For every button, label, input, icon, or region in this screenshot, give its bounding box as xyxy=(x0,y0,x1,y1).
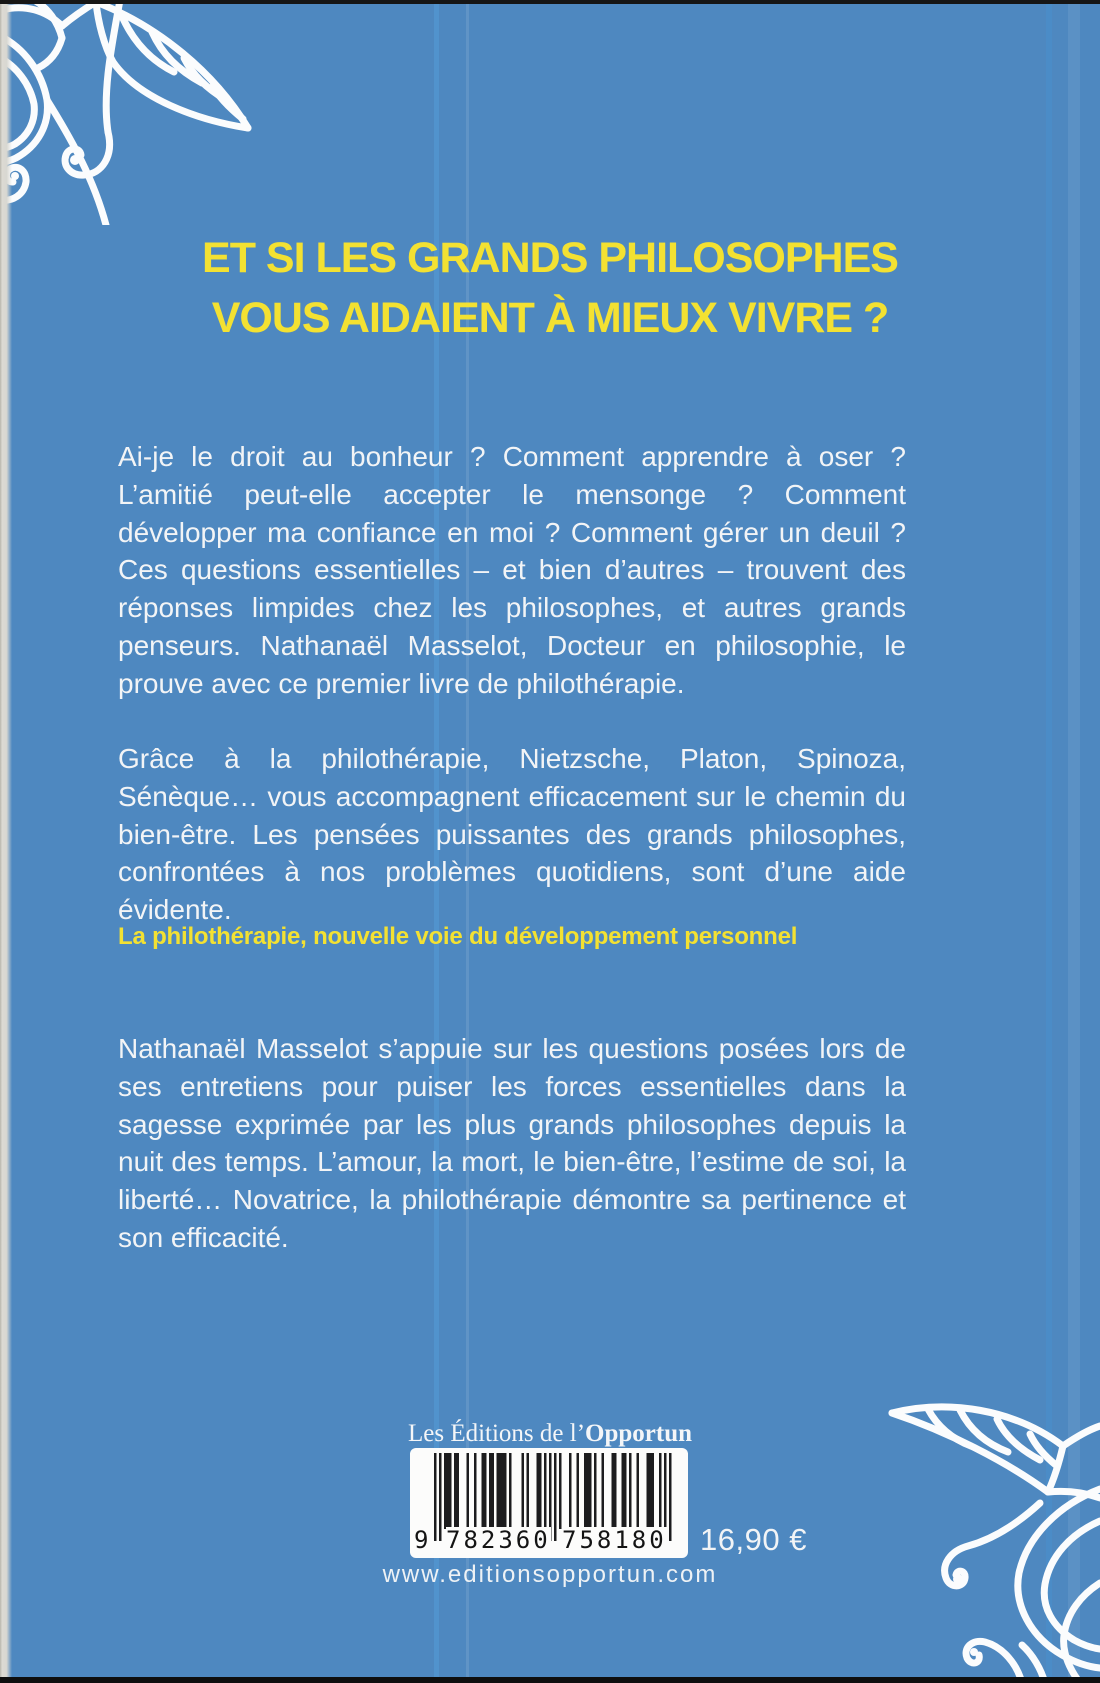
headline xyxy=(0,228,1100,348)
price: 16,90 € xyxy=(700,1522,807,1557)
barcode xyxy=(410,1448,688,1558)
scan-edge-top xyxy=(0,0,1100,4)
intro-paragraph: Ai-je le droit au bonheur ? Comment apprendre à oser ? L’amitié peut-elle accepter le mensonge ? Comment développer ma confiance en moi ? Comment gérer un deuil ? Ces questions essentielles – et bien d’autres – trouvent des réponses limpides chez les philosophes, et autres grands penseurs. Nathanaël Masselot, Docteur en philosophie, le prouve avec ce premier livre de philothérapie. xyxy=(118,441,906,699)
publisher-line xyxy=(0,1420,1100,1448)
barcode-digit-first: 9 xyxy=(414,1526,429,1554)
barcode-digits-left: 782360 xyxy=(446,1526,551,1554)
headline-line-1: ET SI LES GRANDS PHILOSOPHES xyxy=(202,234,898,282)
method-paragraph: Grâce à la philothérapie, Nietzsche, Platon, Spinoza, Sénèque… vous accompagnent efficacement sur le chemin du bien-être. Les pensées puissantes des grands philosophes, confrontées à nos problèmes quotidiens, sont d’une aide évidente. xyxy=(118,743,906,926)
floral-ornament-top-left xyxy=(0,0,270,225)
author-paragraph: Nathanaël Masselot s’appuie sur les questions posées lors de ses entretiens pour puiser les forces essentielles dans la sagesse exprimée par les plus grands philosophes depuis la nuit des temps. L’amour, la mort, le bien-être, l’estime de soi, la liberté… Novatrice, la philothérapie démontre sa pertinence et son efficacité. xyxy=(118,1033,906,1253)
barcode-digits-right: 758180 xyxy=(562,1526,667,1554)
website-url: www.editionsopportun.com xyxy=(382,1561,718,1588)
publisher-name: Opportun xyxy=(585,1420,693,1447)
scan-edge-bottom xyxy=(0,1677,1100,1683)
publisher-prefix: Les Éditions de l’ xyxy=(407,1420,586,1447)
headline-line-2: VOUS AIDAIENT À MIEUX VIVRE ? xyxy=(211,294,889,342)
floral-ornament-bottom-right xyxy=(800,1283,1100,1683)
tagline: La philothérapie, nouvelle voie du développement personnel xyxy=(118,923,798,950)
